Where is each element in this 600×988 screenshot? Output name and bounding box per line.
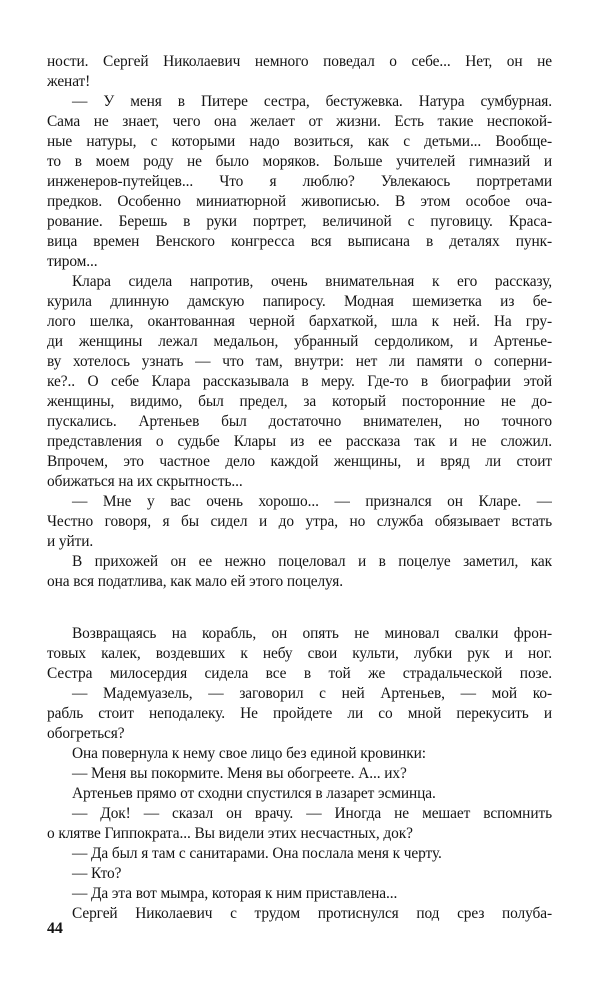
text-line: рование. Берешь в руки портрет, величиной с пуговицу. Краса- [47,213,552,230]
text-line: В прихожей он ее нежно поцеловал и в поцелуе заметил, как [72,553,552,570]
text-line: лого шелка, окантованная черной бархаткой, шла к ней. На гру- [47,313,552,330]
page-number: 44 [47,920,63,937]
text-line: женщины, видимо, был предел, за который посторонние не до- [47,393,552,410]
text-line: ные натуры, с которыми надо возиться, как с детьми... Вообще- [47,133,552,150]
text-line: — Да эта вот мымра, которая к ним приставлена... [72,885,398,902]
text-line: товых калек, воздевших к небу свои культи, лубки рук и ног. [47,645,552,662]
text-line: она вся податлива, как мало ей этого поцелуя. [47,573,343,590]
text-line: о клятве Гиппократа... Вы видели этих несчастных, док? [47,825,413,842]
text-line: обогреться? [47,725,125,742]
text-line: Артеньев прямо от сходни спустился в лазарет эсминца. [72,785,436,802]
text-line: предков. Особенно миниатюрной живописью. В этом особое оча- [47,193,552,210]
text-line: Сестра милосердия сидела все в той же страдальческой позе. [47,665,552,682]
text-line: Сама не знает, чего она желает от жизни. Есть такие неспокой- [47,113,552,130]
text-line: вица времен Венского конгресса вся выписана в деталях пунк- [47,233,552,250]
text-line: представления о судьбе Клары из ее рассказа так и не сложил. [47,433,552,450]
text-line: женат! [47,73,91,90]
text-line: рабль стоит неподалеку. Не пройдете ли со мной перекусить и [47,705,552,722]
text-line: пускались. Артеньев был достаточно внимателен, но точного [47,413,552,430]
text-line: инженеров-путейцев... Что я люблю? Увлекаюсь портретами [47,173,552,190]
text-line: — У меня в Питере сестра, бестужевка. Натура сумбурная. [72,93,552,110]
text-line: ву хотелось узнать — что там, внутри: нет ли памяти о соперни- [47,353,552,370]
text-line: ке?.. О себе Клара рассказывала в меру. Где-то в биографии этой [47,373,552,390]
text-line: Сергей Николаевич с трудом протиснулся под срез полуба- [72,905,552,922]
text-line: Честно говоря, я бы сидел и до утра, но служба обязывает встать [47,513,552,530]
text-line: — Меня вы покормите. Меня вы обогреете. А... их? [72,765,407,782]
text-line: ности. Сергей Николаевич немного поведал о себе... Нет, он не [47,53,552,70]
text-line: — Док! — сказал он врачу. — Иногда не мешает вспомнить [72,805,552,822]
text-line: тиром... [47,253,98,270]
text-line: Она повернула к нему свое лицо без единой кровинки: [72,745,426,762]
text-line: обижаться на их скрытность... [47,473,243,490]
text-line: — Мадемуазель, — заговорил с ней Артеньев, — мой ко- [72,685,552,702]
text-line: — Кто? [72,865,122,882]
text-line: курила длинную дамскую папиросу. Модная шемизетка из бе- [47,293,552,310]
text-line: Клара сидела напротив, очень внимательная к его рассказу, [72,273,552,290]
text-line: ди женщины лежал медальон, убранный сердоликом, и Артенье- [47,333,552,350]
text-line: Возвращаясь на корабль, он опять не миновал свалки фрон- [72,625,552,642]
text-line: — Мне у вас очень хорошо... — признался он Кларе. — [72,493,552,510]
text-line: и уйти. [47,533,94,550]
text-line: — Да был я там с санитарами. Она послала меня к черту. [72,845,442,862]
text-line: то в моем роду не было моряков. Больше учителей гимназий и [47,153,552,170]
text-line: Впрочем, это частное дело каждой женщины, и вряд ли стоит [47,453,552,470]
